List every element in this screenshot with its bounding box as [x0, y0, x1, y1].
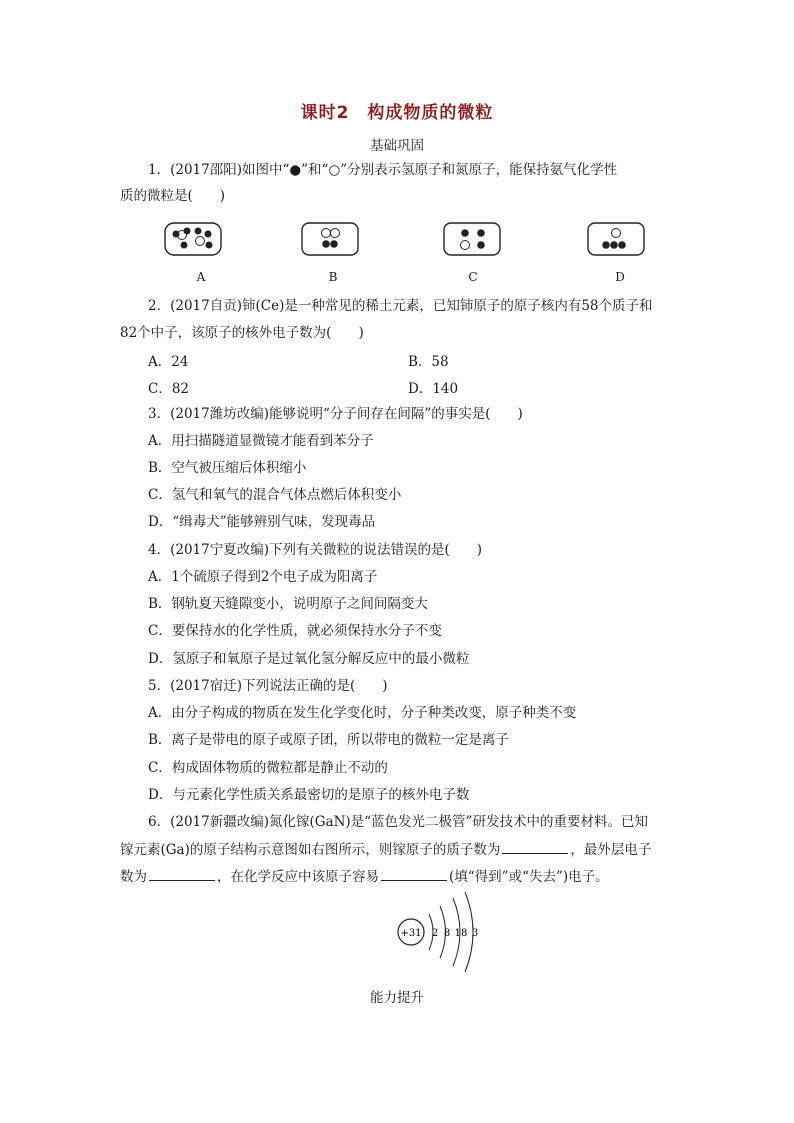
- q1-figure-c: [443, 222, 501, 256]
- section-advanced-heading: 能力提升: [370, 990, 424, 1006]
- q1-stem-line1: 1．(2017邵阳)如图中“●”和“○”分别表示氢原子和氮原子，能保持氨气化学性: [148, 162, 618, 178]
- q5-option-c: C．构成固体物质的微粒都是静止不动的: [148, 760, 388, 776]
- q2-option-b: B．58: [408, 354, 449, 370]
- q6-stem-line3: [120, 866, 680, 887]
- q5-option-a: A．由分子构成的物质在发生化学变化时，分子种类改变，原子种类不变: [148, 705, 577, 721]
- q6-line3-c: (填“得到”或“失去”)电子。: [449, 869, 609, 885]
- q1-stem-line2: 质的微粒是( ): [120, 188, 226, 204]
- q1-figure-a: [164, 222, 222, 256]
- q6-line3-a: 数为: [120, 869, 147, 885]
- q3-stem: 3．(2017潍坊改编)能够说明“分子间存在间隔”的事实是( ): [148, 406, 523, 422]
- q2-stem-line1: 2．(2017自贡)铈(Ce)是一种常见的稀土元素，已知铈原子的原子核内有58个质子和: [148, 298, 653, 314]
- atom-shell-4: 3: [471, 928, 479, 939]
- q1-figure-d: [587, 222, 645, 256]
- q2-stem-line2: 82个中子，该原子的核外电子数为( ): [120, 325, 364, 341]
- q5-stem: 5．(2017宿迁)下列说法正确的是( ): [148, 678, 388, 694]
- q6-line2-text: 镓元素(Ga)的原子结构示意图如右图所示，则镓原子的质子数为: [120, 842, 501, 858]
- q6-stem-line2: [120, 839, 680, 860]
- q3-option-a: A．用扫描隧道显微镜才能看到苯分子: [148, 433, 374, 449]
- q6-blank-proton-count[interactable]: [502, 839, 568, 854]
- atom-shell-3: 18: [454, 928, 468, 939]
- q6-stem-line1: 6．(2017新疆改编)氮化镓(GaN)是“蓝色发光二极管”研发技术中的重要材料。已知: [148, 814, 648, 830]
- q3-option-b: B．空气被压缩后体积缩小: [148, 460, 307, 476]
- q6-line2-end: ，最外层电子: [570, 842, 652, 858]
- gallium-atom-diagram: [395, 890, 490, 975]
- atom-shell-1: 2: [431, 928, 439, 939]
- q5-option-d: D．与元素化学性质关系最密切的是原子的核外电子数: [148, 787, 470, 803]
- q6-blank-outer-electrons[interactable]: [149, 866, 215, 881]
- q4-stem: 4．(2017宁夏改编)下列有关微粒的说法错误的是( ): [148, 542, 483, 558]
- section-basic-heading: 基础巩固: [370, 138, 424, 154]
- atom-shell-2: 8: [443, 928, 451, 939]
- q6-blank-gain-lose[interactable]: [381, 866, 447, 881]
- q3-option-d: D．“缉毒犬”能够辨别气味，发现毒品: [148, 514, 376, 530]
- q4-option-d: D．氢原子和氧原子是过氧化氢分解反应中的最小微粒: [148, 651, 470, 667]
- q2-option-c: C．82: [148, 381, 190, 397]
- q1-label-c: C: [468, 270, 478, 284]
- q3-option-c: C．氢气和氧气的混合气体点燃后体积变小: [148, 487, 402, 503]
- atom-nucleus-label: +31: [400, 928, 422, 939]
- page-title: 课时2 构成物质的微粒: [300, 103, 494, 123]
- q4-option-c: C．要保持水的化学性质，就必须保持水分子不变: [148, 623, 442, 639]
- q1-label-a: A: [196, 270, 206, 284]
- q2-option-a: A．24: [148, 354, 189, 370]
- q1-label-d: D: [615, 270, 625, 284]
- q2-option-d: D．140: [408, 381, 459, 397]
- q1-label-b: B: [328, 270, 338, 284]
- q6-line3-b: ，在化学反应中该原子容易: [217, 869, 379, 885]
- q4-option-a: A．1个硫原子得到2个电子成为阳离子: [148, 569, 378, 585]
- q1-figure-b: [301, 222, 359, 256]
- q5-option-b: B．离子是带电的原子或原子团，所以带电的微粒一定是离子: [148, 732, 509, 748]
- q4-option-b: B．钢轨夏天缝隙变小，说明原子之间间隔变大: [148, 596, 428, 612]
